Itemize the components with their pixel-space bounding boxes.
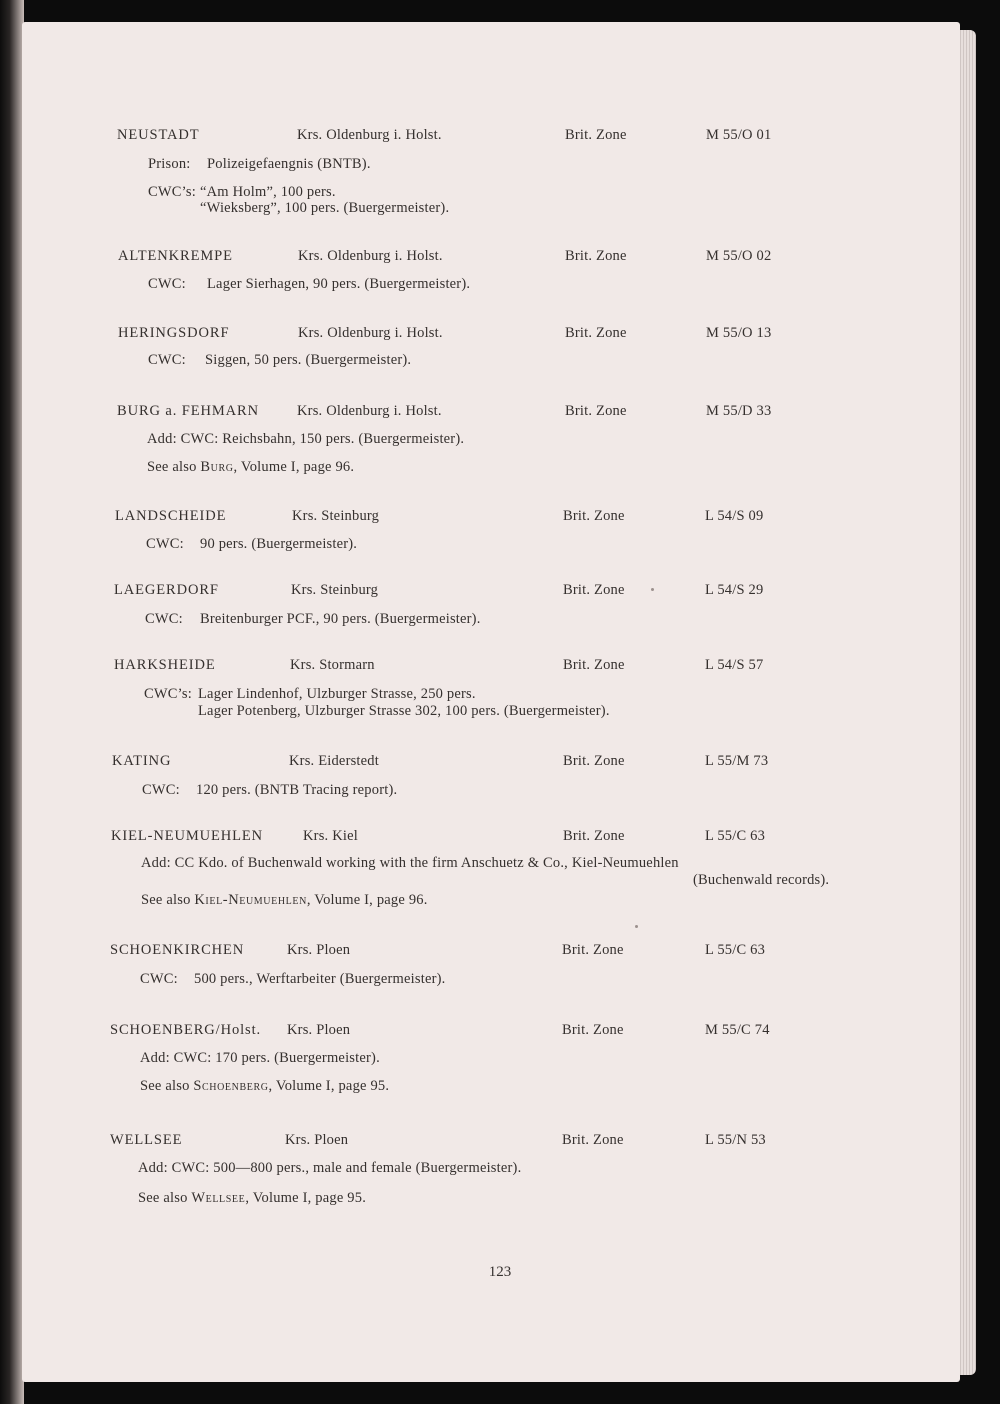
entry-label: CWC:: [146, 536, 184, 552]
see-also-reference: See also Schoenberg, Volume I, page 95.: [140, 1078, 390, 1094]
entry-label: CWC:: [140, 971, 178, 987]
book-spine-shadow: [0, 0, 24, 1404]
district: Krs. Steinburg: [291, 582, 379, 598]
place-name: KATING: [112, 753, 172, 769]
grid-reference: M 55/O 13: [706, 325, 772, 341]
entry-label: Prison:: [148, 156, 191, 172]
zone: Brit. Zone: [565, 248, 627, 264]
entry-label: CWC:: [148, 352, 186, 368]
grid-reference: L 55/M 73: [705, 753, 769, 769]
place-name: SCHOENKIRCHEN: [110, 942, 245, 958]
district: Krs. Oldenburg i. Holst.: [298, 248, 443, 264]
paper-speck: [635, 925, 638, 928]
district: Krs. Stormarn: [290, 657, 375, 673]
entry-label: CWC’s:: [148, 184, 196, 200]
grid-reference: L 55/C 63: [705, 942, 766, 958]
place-name: BURG a. FEHMARN: [117, 403, 259, 419]
place-name: NEUSTADT: [117, 127, 200, 143]
district: Krs. Steinburg: [292, 508, 380, 524]
zone: Brit. Zone: [562, 1022, 624, 1038]
page-number: 123: [488, 1264, 512, 1280]
grid-reference: M 55/C 74: [705, 1022, 770, 1038]
entry-detail: Add: CC Kdo. of Buchenwald working with the firm Anschuetz & Co., Kiel-Neumuehlen: [141, 855, 679, 871]
see-also-reference: See also Burg, Volume I, page 96.: [147, 459, 355, 475]
entry-detail: Lager Potenberg, Ulzburger Strasse 302, 100 pers. (Buergermeister).: [198, 703, 610, 719]
grid-reference: L 54/S 57: [705, 657, 764, 673]
entry-label: CWC:: [142, 782, 180, 798]
zone: Brit. Zone: [563, 582, 625, 598]
district: Krs. Ploen: [287, 942, 351, 958]
entry-detail: 500 pers., Werftarbeiter (Buergermeister).: [194, 971, 446, 987]
zone: Brit. Zone: [563, 508, 625, 524]
entry-detail: Lager Lindenhof, Ulzburger Strasse, 250 pers.: [198, 686, 476, 702]
entry-label: CWC:: [148, 276, 186, 292]
see-also-reference: See also Wellsee, Volume I, page 95.: [138, 1190, 367, 1206]
place-name: ALTENKREMPE: [118, 248, 233, 264]
district: Krs. Oldenburg i. Holst.: [298, 325, 443, 341]
page-edges: [958, 30, 976, 1375]
place-name: LAEGERDORF: [114, 582, 219, 598]
entry-detail: 90 pers. (Buergermeister).: [200, 536, 358, 552]
entry-detail: Siggen, 50 pers. (Buergermeister).: [205, 352, 412, 368]
place-name: LANDSCHEIDE: [115, 508, 227, 524]
place-name: SCHOENBERG/Holst.: [110, 1022, 262, 1038]
place-name: HERINGSDORF: [118, 325, 230, 341]
zone: Brit. Zone: [565, 325, 627, 341]
grid-reference: L 55/C 63: [705, 828, 766, 844]
entry-detail: “Am Holm”, 100 pers.: [200, 184, 336, 200]
entry-detail: 120 pers. (BNTB Tracing report).: [196, 782, 398, 798]
grid-reference: M 55/D 33: [706, 403, 772, 419]
zone: Brit. Zone: [565, 127, 627, 143]
district: Krs. Ploen: [287, 1022, 351, 1038]
zone: Brit. Zone: [562, 1132, 624, 1148]
place-name: KIEL-NEUMUEHLEN: [111, 828, 264, 844]
zone: Brit. Zone: [563, 657, 625, 673]
district: Krs. Oldenburg i. Holst.: [297, 403, 442, 419]
district: Krs. Oldenburg i. Holst.: [297, 127, 442, 143]
entry-label: CWC’s:: [144, 686, 192, 702]
district: Krs. Ploen: [285, 1132, 349, 1148]
entry-detail: Add: CWC: Reichsbahn, 150 pers. (Buergermeister).: [147, 431, 465, 447]
grid-reference: L 55/N 53: [705, 1132, 766, 1148]
place-name: HARKSHEIDE: [114, 657, 216, 673]
grid-reference: L 54/S 29: [705, 582, 764, 598]
zone: Brit. Zone: [563, 828, 625, 844]
district: Krs. Eiderstedt: [289, 753, 379, 769]
district: Krs. Kiel: [303, 828, 358, 844]
see-also-reference: See also Kiel-Neumuehlen, Volume I, page 96.: [141, 892, 428, 908]
entry-label: CWC:: [145, 611, 183, 627]
grid-reference: M 55/O 01: [706, 127, 772, 143]
zone: Brit. Zone: [562, 942, 624, 958]
entry-detail: Add: CWC: 500—800 pers., male and female (Buergermeister).: [138, 1160, 522, 1176]
entry-detail: Lager Sierhagen, 90 pers. (Buergermeister).: [207, 276, 471, 292]
entry-detail-continued: (Buchenwald records).: [693, 872, 830, 888]
place-name: WELLSEE: [110, 1132, 183, 1148]
paper-speck: [651, 588, 654, 591]
entry-detail: “Wieksberg”, 100 pers. (Buergermeister).: [200, 200, 450, 216]
entry-detail: Breitenburger PCF., 90 pers. (Buergermeister).: [200, 611, 481, 627]
grid-reference: L 54/S 09: [705, 508, 764, 524]
grid-reference: M 55/O 02: [706, 248, 772, 264]
zone: Brit. Zone: [563, 753, 625, 769]
entry-detail: Polizeigefaengnis (BNTB).: [207, 156, 371, 172]
entry-detail: Add: CWC: 170 pers. (Buergermeister).: [140, 1050, 380, 1066]
zone: Brit. Zone: [565, 403, 627, 419]
